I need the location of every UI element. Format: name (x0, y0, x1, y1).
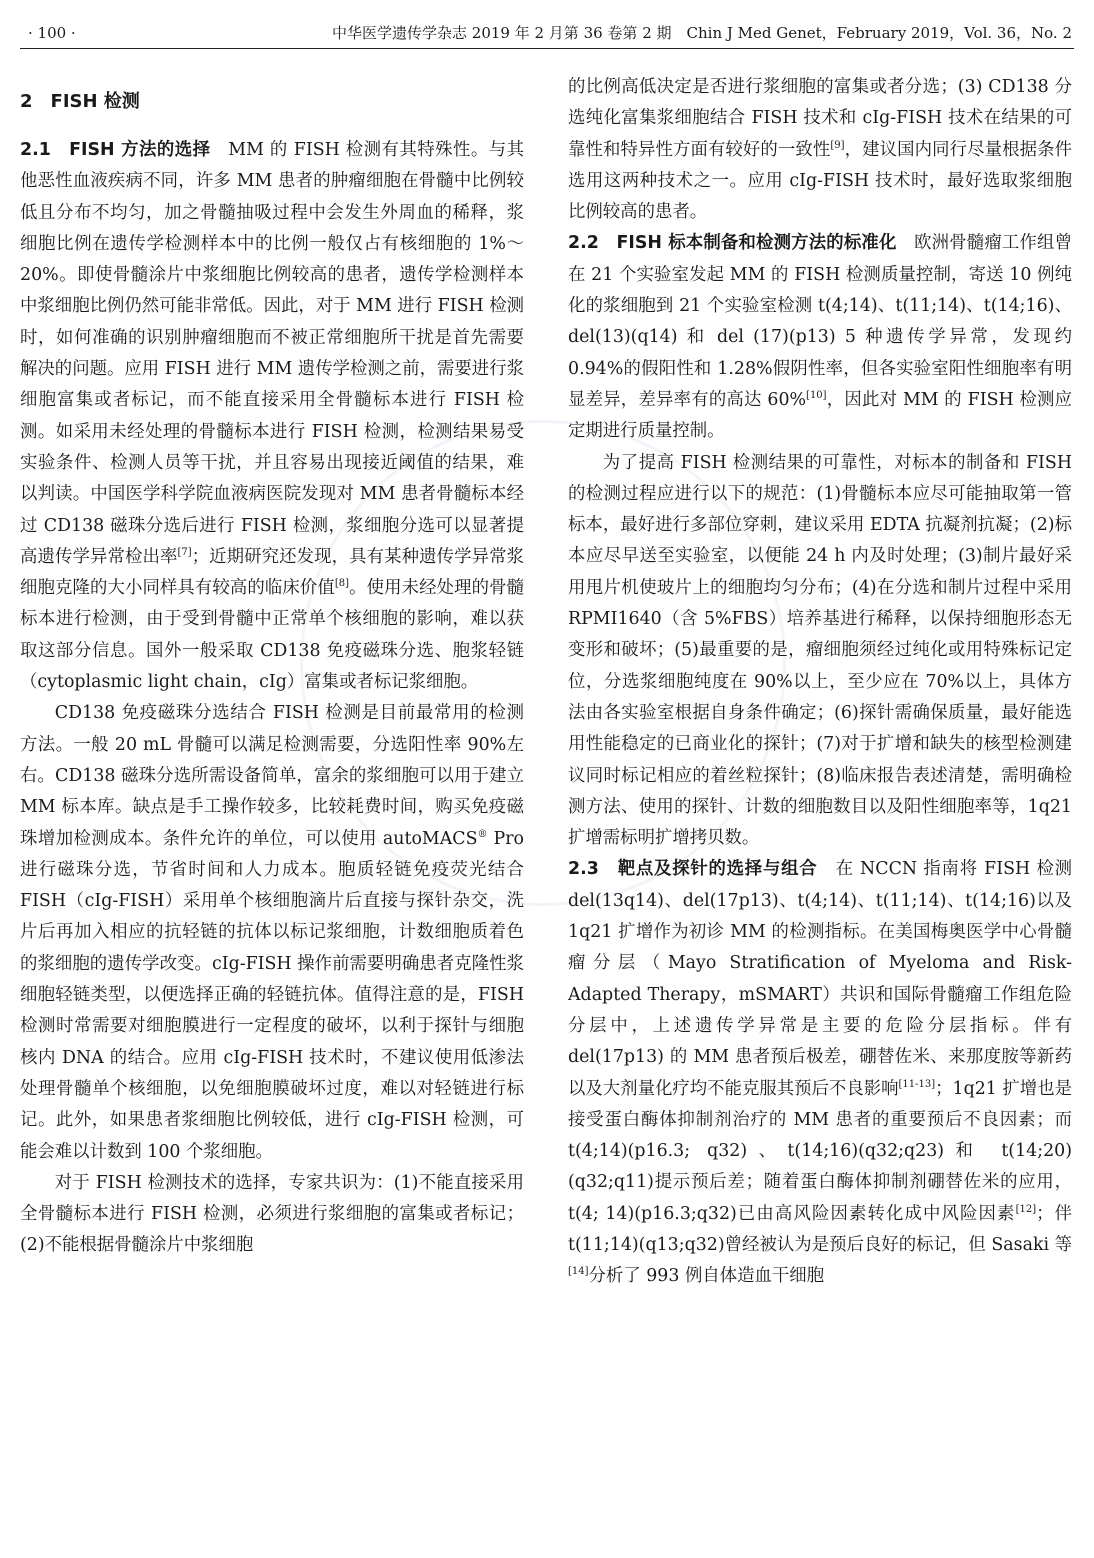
paragraph-text: 。使用未经处理的骨髓标本进行检测，由于受到骨髓中正常单个核细胞的影响，难以获取这部分信息。国外一般采取 CD138 免疫磁珠分选、胞浆轻链（cytoplasmic light chain，cIg）富集或者标记浆细胞。 (20, 578, 524, 693)
paragraph-text: 分析了 993 例自体造血干细胞 (588, 1266, 825, 1287)
citation-ref: [7] (177, 547, 192, 559)
subsection-heading-2-2: 2.2 FISH 标本制备和检测方法的标准化 (568, 233, 897, 254)
paragraph-text: 的比例高低决定是否进行浆细胞的富集或者分选；(3) CD138 分选纯化富集浆细胞结合 FISH 技术和 cIg-FISH 技术在结果的可靠性和特异性方面有较好的一致性 (568, 77, 1072, 160)
right-column (568, 72, 1072, 1293)
header-rule (20, 48, 1074, 49)
paragraph-text: ；近期研究还发现，具有某种遗传学异常浆细胞克隆的大小同样具有较高的临床价值 (20, 546, 524, 599)
paragraph-text: MM 的 FISH 检测有其特殊性。与其他恶性血液疾病不同，许多 MM 患者的肿瘤细胞在骨髓中比例较低且分布不均匀，加之骨髓抽吸过程中会发生外周血的稀释，浆细胞比例在遗传学检测样本中的比例一般仅占有核细胞的 1%～20%。即使骨髓涂片中浆细胞比例较高的患者，遗传学检测样本中浆细胞比例仍然可能非常低。因此，对于 MM 进行 FISH 检测时，如何准确的识别肿瘤细胞而不被正常细胞所干扰是首先需要解决的问题。应用 FISH 进行 MM 遗传学检测之前，需要进行浆细胞富集或者标记，而不能直接采用全骨髓标本进行 FISH 检测。如采用未经处理的骨髓标本进行 FISH 检测，检测结果易受实验条件、检测人员等干扰，并且容易出现接近阈值的结果，难以判读。中国医学科学院血液病医院发现对 MM 患者骨髓标本经过 CD138 磁珠分选后进行 FISH 检测，浆细胞分选可以显著提高遗传学异常检出率 (20, 140, 524, 567)
paragraph-continued (568, 72, 1072, 228)
paragraph-2-3 (568, 854, 1072, 1292)
paragraph-cd138 (20, 698, 524, 1167)
subsection-heading-2-1: 2.1 FISH 方法的选择 (20, 140, 211, 160)
page-number: · 100 · (28, 24, 76, 42)
paragraph-2-2 (568, 228, 1072, 447)
paragraph-text: CD138 免疫磁珠分选结合 FISH 检测是目前最常用的检测方法。一般 20 mL 骨髓可以满足检测需要，分选阳性率 90%左右。CD138 磁珠分选所需设备简单，富余的浆细胞可以用于建立 MM 标本库。缺点是手工操作较多，比较耗费时间，购买免疫磁珠增加检测成本。条件允许的单位，可以使用 autoMACS (20, 703, 524, 849)
paragraph-consensus (20, 1168, 524, 1262)
paragraph-standards (568, 448, 1072, 855)
paragraph-text: 对于 FISH 检测技术的选择，专家共识为：(1)不能直接采用全骨髓标本进行 FISH 检测，必须进行浆细胞的富集或者标记；(2)不能根据骨髓涂片中浆细胞 (20, 1172, 524, 1256)
paragraph-text: ，因此对 MM 的 FISH 检测应定期进行质量控制。 (568, 389, 1072, 442)
citation-ref: [9] (830, 139, 845, 151)
citation-ref: [12] (1015, 1203, 1037, 1215)
paragraph-text: 在 NCCN 指南将 FISH 检测 del(13q14)、del(17p13)、t(4;14)、t(11;14)、t(14;16)以及 1q21 扩增作为初诊 MM 的检测指标。在美国梅奥医学中心骨髓瘤分层（Mayo Stratification of Myeloma and Risk-Adapted Therapy，mSMART）共识和国际骨髓瘤工作组危险分层中，上述遗传学异常是主要的危险分层指标。伴有 del(17p13) 的 MM 患者预后极差，硼替佐米、来那度胺等新药以及大剂量化疗均不能克服其预后不良影响 (568, 859, 1072, 1099)
paragraph-text: Pro 进行磁珠分选，节省时间和人力成本。胞质轻链免疫荧光结合 FISH（cIg-FISH）采用单个核细胞滴片后直接与探针杂交，洗片后再加入相应的抗轻链的抗体以标记浆细胞，计数细胞质着色的浆细胞的遗传学改变。cIg-FISH 操作前需要明确患者克隆性浆细胞轻链类型，以便选择正确的轻链抗体。值得注意的是，FISH 检测时常需要对细胞膜进行一定程度的破坏，以利于探针与细胞核内 DNA 的结合。应用 cIg-FISH 技术时，不建议使用低渗法处理骨髓单个核细胞，以免细胞膜破坏过度，难以对轻链进行标记。此外，如果患者浆细胞比例较低，进行 cIg-FISH 检测，可能会难以计数到 100 个浆细胞。 (20, 828, 524, 1162)
paragraph-text: 为了提高 FISH 检测结果的可靠性，对标本的制备和 FISH 的检测过程应进行以下的规范：(1)骨髓标本应尽可能抽取第一管标本，最好进行多部位穿刺，建议采用 EDTA 抗凝剂抗凝；(2)标本应尽早送至实验室，以便能 24 h 内及时处理；(3)制片最好采用甩片机使玻片上的细胞均匀分布；(4)在分选和制片过程中采用 RPMI1640（含 5%FBS）培养基进行稀释，以保持细胞形态无变形和破坏；(5)最重要的是，瘤细胞须经过纯化或用特殊标记定位，分选浆细胞纯度在 90%以上，至少应在 70%以上，具体方法由各实验室根据自身条件确定；(6)探针需确保质量，最好能选用性能稳定的已商业化的探针；(7)对于扩增和缺失的核型检测建议同时标记相应的着丝粒探针；(8)临床报告表述清楚，需明确检测方法、使用的探针、计数的细胞数目以及阳性细胞率等，1q21 扩增需标明扩增拷贝数。 (568, 452, 1072, 849)
paragraph-text: ；1q21 扩增也是接受蛋白酶体抑制剂治疗的 MM 患者的重要预后不良因素；而 t(4;14)(p16.3; q32)、t(14;16)(q32;q23)和 t(14;20)(q32;q11)提示预后差；随着蛋白酶体抑制剂硼替佐米的应用，t(4; 14)(p16.3;q32)已由高风险因素转化成中风险因素 (568, 1078, 1072, 1224)
paragraph-2-1 (20, 135, 524, 698)
citation-ref: [8] (334, 578, 350, 590)
citation-ref: [10] (806, 390, 827, 402)
subsection-heading-2-3: 2.3 靶点及探针的选择与组合 (568, 859, 818, 880)
citation-ref: [11-13] (898, 1078, 936, 1090)
paragraph-text: ，建议国内同行尽量根据条件选用这两种技术之一。应用 cIg-FISH 技术时，最好选取浆细胞比例较高的患者。 (568, 139, 1072, 223)
citation-ref: [14] (568, 1266, 589, 1278)
registered-mark: ® (477, 828, 488, 840)
paragraph-text: ；伴 t(11;14)(q13;q32)曾经被认为是预后良好的标记，但 Sasaki 等 (568, 1203, 1072, 1255)
running-header (28, 20, 1072, 46)
journal-citation: 中华医学遗传学杂志 2019 年 2 月第 36 卷第 2 期 Chin J Med Genet，February 2019，Vol. 36，No. 2 (332, 24, 1072, 42)
left-column (20, 86, 524, 1262)
section-title: 2 FISH 检测 (20, 91, 140, 112)
paragraph-text: 欧洲骨髓瘤工作组曾在 21 个实验室发起 MM 的 FISH 检测质量控制，寄送 10 例纯化的浆细胞到 21 个实验室检测 t(4;14)、t(11;14)、t(14;16)、del(13)(q14) 和 del (17)(p13) 5 种遗传学异常，发现约 0.94%的假阳性和 1.28%假阴性率，但各实验室阳性细胞率有明显差异，差异率有的高达 60% (568, 233, 1072, 410)
